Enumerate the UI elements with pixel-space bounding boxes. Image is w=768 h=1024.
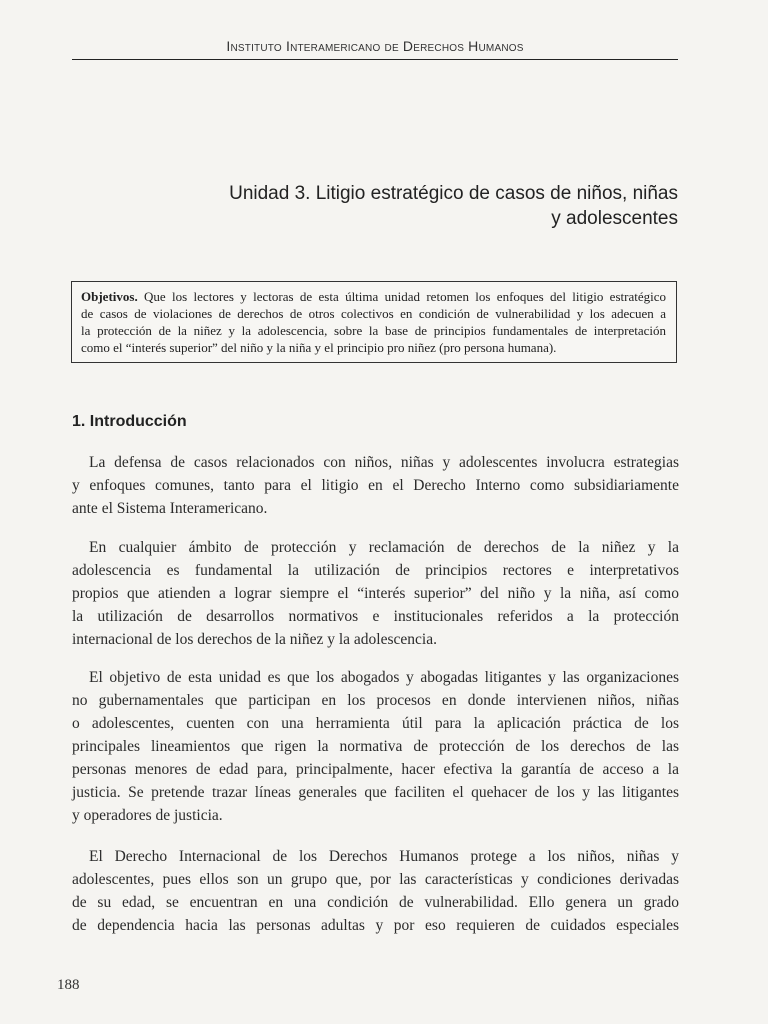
paragraph-line: En cualquier ámbito de protección y reclamación de derechos de la niñez y la bbox=[89, 539, 679, 556]
paragraph-line: propios que atienden a lograr siempre el “interés superior” del niño y la niña, así como bbox=[72, 585, 679, 602]
objectives-box bbox=[71, 281, 677, 363]
unit-title bbox=[118, 181, 678, 231]
header-rule bbox=[72, 59, 678, 60]
objectives-line: de casos de violaciones de derechos de otros colectivos en condición de vulnerabilidad y los adecuen a bbox=[81, 306, 666, 321]
objectives-line: como el “interés superior” del niño y la niña y el principio pro niñez (pro persona humana). bbox=[81, 340, 557, 355]
paragraph-2 bbox=[72, 536, 679, 651]
paragraph-line: principales lineamientos que rigen la normativa de protección de los derechos de las bbox=[72, 738, 679, 755]
paragraph-line: ante el Sistema Interamericano. bbox=[72, 500, 268, 517]
paragraph-line: justicia. Se pretende trazar líneas generales que faciliten el quehacer de los y las litigantes bbox=[72, 784, 679, 801]
paragraph-line: adolescencia es fundamental la utilización de principios rectores e interpretativos bbox=[72, 562, 679, 579]
paragraph-line: o adolescentes, cuenten con una herramienta útil para la aplicación práctica de los bbox=[72, 715, 679, 732]
paragraph-line: y enfoques comunes, tanto para el litigio en el Derecho Interno como subsidiariamente bbox=[72, 477, 679, 494]
paragraph-line: El objetivo de esta unidad es que los abogados y abogadas litigantes y las organizaciones bbox=[89, 669, 679, 686]
paragraph-line: adolescentes, pues ellos son un grupo que, por las características y condiciones derivadas bbox=[72, 871, 679, 888]
objectives-line: la protección de la niñez y la adolescencia, sobre la base de principios fundamentales de interpretación bbox=[81, 323, 666, 338]
paragraph-1 bbox=[72, 451, 679, 520]
paragraph-line: La defensa de casos relacionados con niños, niñas y adolescentes involucra estrategias bbox=[89, 454, 679, 471]
paragraph-line: de dependencia hacia las personas adultas y por eso requieren de cuidados especiales bbox=[72, 917, 679, 934]
objectives-text: Que los lectores y lectoras de esta última unidad retomen los enfoques del litigio estratégico bbox=[137, 289, 666, 304]
objectives-label: Objetivos. bbox=[81, 289, 138, 304]
objectives-line bbox=[81, 288, 666, 305]
paragraph-line: no gubernamentales que participan en los procesos en donde intervienen niños, niñas bbox=[72, 692, 679, 709]
unit-title-line-1: Unidad 3. Litigio estratégico de casos de niños, niñas bbox=[229, 183, 678, 204]
paragraph-line: la utilización de desarrollos normativos e institucionales referidos a la protección bbox=[72, 608, 679, 625]
paragraph-line: de su edad, se encuentran en una condición de vulnerabilidad. Ello genera un grado bbox=[72, 894, 679, 911]
paragraph-line: y operadores de justicia. bbox=[72, 807, 223, 824]
section-heading: 1. Introducción bbox=[72, 413, 187, 430]
paragraph-line: internacional de los derechos de la niñez y la adolescencia. bbox=[72, 631, 437, 648]
unit-title-line-2: y adolescentes bbox=[551, 208, 678, 229]
paragraph-line: personas menores de edad para, principalmente, hacer efectiva la garantía de acceso a la bbox=[72, 761, 679, 778]
paragraph-3 bbox=[72, 666, 679, 827]
page-number: 188 bbox=[57, 977, 80, 993]
paragraph-4 bbox=[72, 845, 679, 937]
paragraph-line: El Derecho Internacional de los Derechos Humanos protege a los niños, niñas y bbox=[89, 848, 679, 865]
running-header: Instituto Interamericano de Derechos Humanos bbox=[226, 38, 524, 54]
